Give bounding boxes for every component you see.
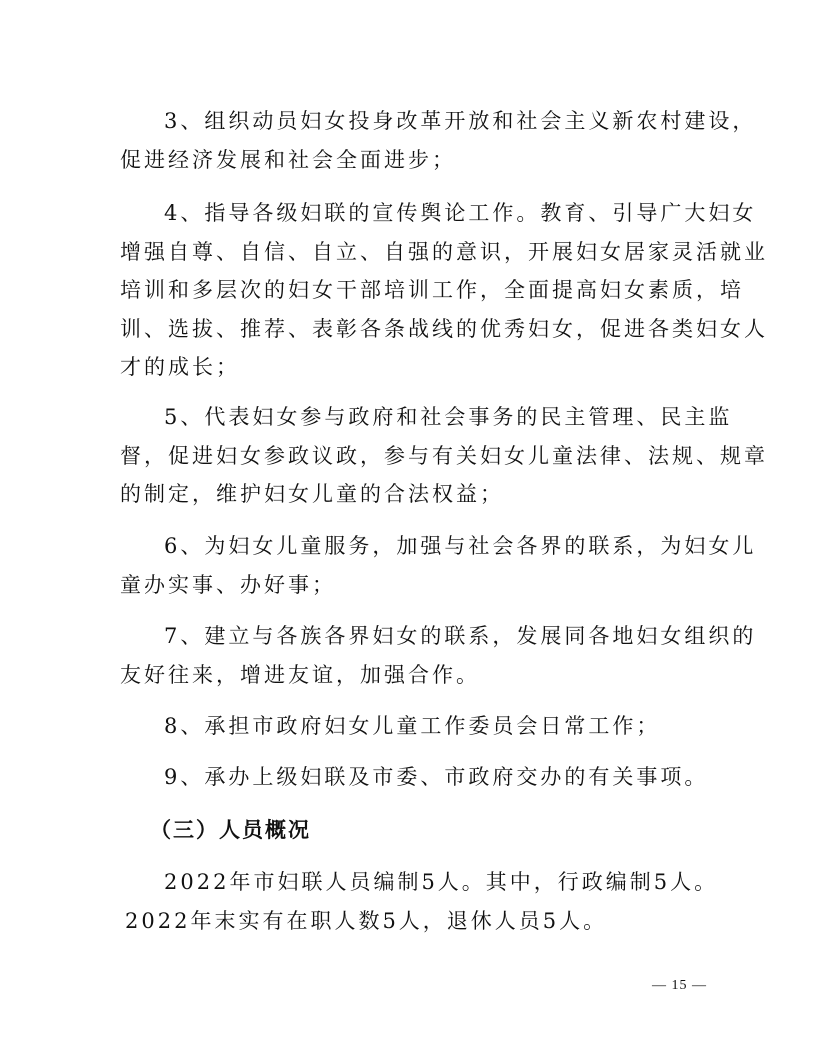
- text-line: 2022年市妇联人员编制5人。其中，行政编制5人。: [164, 870, 719, 894]
- text-line: 才的成长；: [120, 355, 240, 379]
- paragraph-item-8: [120, 707, 700, 746]
- text-line: 培训和多层次的妇女干部培训工作，全面提高妇女素质，培: [120, 278, 744, 302]
- paragraph-item-4: [120, 194, 768, 387]
- text-line: 童办实事、办好事；: [120, 572, 336, 597]
- text-line: 2022年末实有在职人数5人，退休人员5人。: [125, 908, 608, 933]
- section-heading: [120, 811, 700, 850]
- paragraph-item-6: [120, 527, 757, 604]
- text-line: 3、组织动员妇女投身改革开放和社会主义新农村建设，: [164, 109, 757, 133]
- heading-text: （三）人员概况: [150, 818, 311, 842]
- page-number: — 15 —: [652, 978, 707, 993]
- text-line: 友好往来，增进友谊，加强合作。: [120, 662, 480, 687]
- text-line: 6、为妇女儿童服务，加强与社会各界的联系，为妇女儿: [164, 534, 757, 558]
- paragraph-item-7: [120, 617, 757, 694]
- text-line: 9、承办上级妇联及市委、市政府交办的有关事项。: [164, 765, 709, 789]
- paragraph-item-3: [120, 102, 757, 179]
- paragraph-item-9: [120, 758, 709, 797]
- text-line: 督，促进妇女参政议政，参与有关妇女儿童法律、法规、规章: [120, 443, 768, 468]
- text-line: 7、建立与各族各界妇女的联系，发展同各地妇女组织的: [164, 624, 757, 648]
- text-line: 促进经济发展和社会全面进步；: [120, 147, 456, 172]
- text-line: 增强自尊、自信、自立、自强的意识，开展妇女居家灵活就业: [120, 239, 768, 264]
- staff-paragraph: [120, 863, 719, 940]
- text-line: 训、选拔、推荐、表彰各条战线的优秀妇女，促进各类妇女人: [120, 316, 768, 341]
- text-line: 5、代表妇女参与政府和社会事务的民主管理、民主监: [164, 405, 733, 429]
- text-line: 8、承担市政府妇女儿童工作委员会日常工作；: [164, 714, 661, 738]
- text-line: 的制定，维护妇女儿童的合法权益；: [120, 482, 504, 506]
- paragraph-item-5: [120, 398, 768, 514]
- text-line: 4、指导各级妇联的宣传舆论工作。教育、引导广大妇女: [164, 201, 757, 225]
